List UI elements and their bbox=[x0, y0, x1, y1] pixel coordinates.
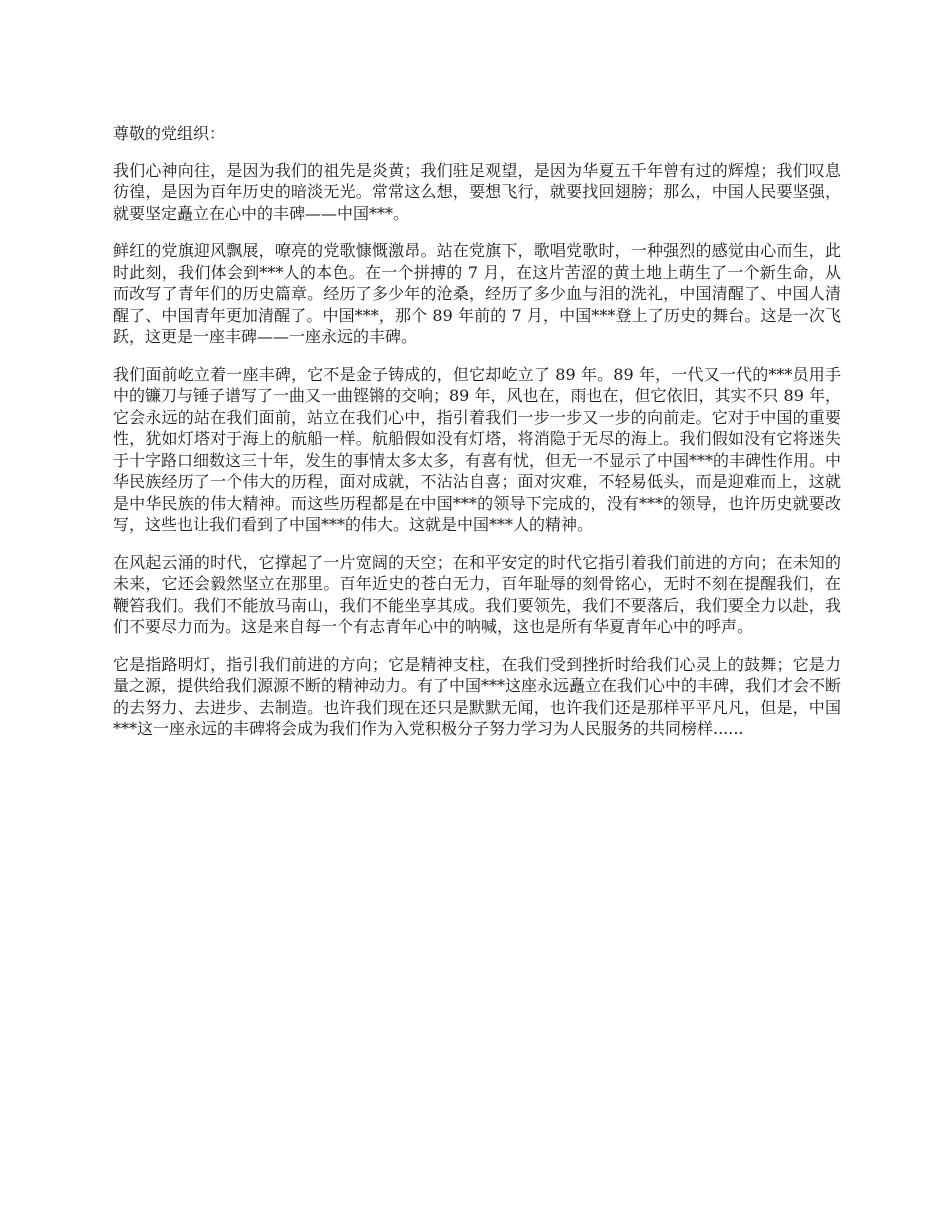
paragraph-3: 我们面前屹立着一座丰碑，它不是金子铸成的，但它却屹立了 89 年。89 年，一代又一代的***员用手中的镰刀与锤子谱写了一曲又一曲铿锵的交响；89 年，风也在，雨也在，但它依旧，其实不只 89 年，它会永远的站在我们面前，站立在我们心中，指引着我们一步一步又一步的向前走。它对于中国的重要性，犹如灯塔对于海上的航船一样。航船假如没有灯塔，将消隐于无尽的海上。我们假如没有它将迷失于十字路口细数这三十年，发生的事情太多太多，有喜有忧，但无一不显示了中国***的丰碑性作用。中华民族经历了一个伟大的历程，面对成就，不沾沾自喜；面对灾难，不轻易低头，而是迎难而上，这就是中华民族的伟大精神。而这些历程都是在中国***的领导下完成的，没有***的领导，也许历史就要改写，这些也让我们看到了中国***的伟大。这就是中国***人的精神。 bbox=[113, 364, 842, 534]
salutation: 尊敬的党组织： bbox=[113, 124, 226, 143]
document-page bbox=[113, 123, 841, 756]
paragraph-5: 它是指路明灯，指引我们前进的方向；它是精神支柱，在我们受到挫折时给我们心灵上的鼓舞；它是力量之源，提供给我们源源不断的精神动力。有了中国***这座永远矗立在我们心中的丰碑，我们才会不断的去努力、去进步、去制造。也许我们现在还只是默默无闻，也许我们还是那样平平凡凡，但是，中国***这一座永远的丰碑将会成为我们作为入党积极分子努力学习为人民服务的共同榜样...... bbox=[113, 654, 842, 738]
paragraph-4: 在风起云涌的时代，它撑起了一片宽阔的天空；在和平安定的时代它指引着我们前进的方向；在未知的未来，它还会毅然坚立在那里。百年近史的苍白无力，百年耻辱的刻骨铭心，无时不刻在提醒我们，在鞭笞我们。我们不能放马南山，我们不能坐享其成。我们要领先，我们不要落后，我们要全力以赴，我们不要尽力而为。这是来自每一个有志青年心中的呐喊，这也是所有华夏青年心中的呼声。 bbox=[113, 552, 841, 636]
paragraph-1: 我们心神向往，是因为我们的祖先是炎黄；我们驻足观望，是因为华夏五千年曾有过的辉煌；我们叹息彷徨，是因为百年历史的暗淡无光。常常这么想，要想飞行，就要找回翅膀；那么，中国人民要坚强，就要坚定矗立在心中的丰碑——中国***。 bbox=[113, 160, 841, 223]
paragraph-2: 鲜红的党旗迎风飘展，嘹亮的党歌慷慨激昂。站在党旗下，歌唱党歌时，一种强烈的感觉由心而生，此时此刻，我们体会到***人的本色。在一个拼搏的 7 月，在这片苦涩的黄土地上萌生了一个新生命，从而改写了青年们的历史篇章。经历了多少年的沧桑，经历了多少血与泪的洗礼，中国清醒了、中国人清醒了、中国青年更加清醒了。中国***，那个 89 年前的 7 月，中国***登上了历史的舞台。这是一次飞跃，这更是一座丰碑——一座永远的丰碑。 bbox=[113, 241, 841, 346]
